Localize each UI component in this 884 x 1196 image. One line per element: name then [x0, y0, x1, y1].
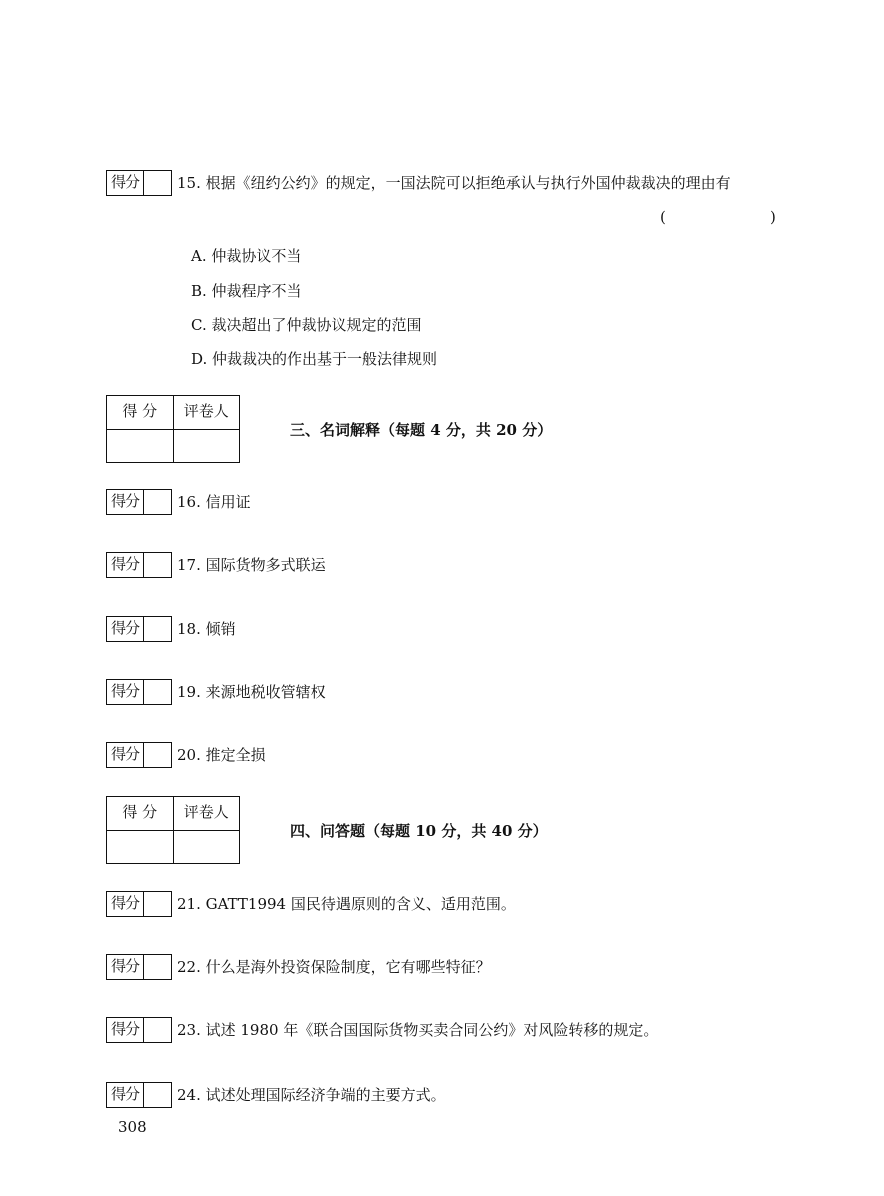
section-4-heading: 四、问答题（每题 10 分，共 40 分） [290, 822, 548, 840]
score-label: 得分 [107, 680, 144, 704]
question-15: 15. 根据《纽约公约》的规定，一国法院可以拒绝承认与执行外国仲裁裁决的理由有 [177, 174, 731, 192]
grader-table [106, 796, 240, 864]
score-blank [144, 1018, 171, 1042]
score-box [106, 1017, 172, 1043]
term-19: 19. 来源地税收管辖权 [177, 683, 326, 701]
term-20: 20. 推定全损 [177, 746, 266, 764]
grader-reviewer-blank [173, 831, 240, 863]
score-box [106, 616, 172, 642]
option-c: C. 裁决超出了仲裁协议规定的范围 [191, 316, 422, 334]
score-label: 得分 [107, 553, 144, 577]
score-label: 得分 [107, 617, 144, 641]
option-b: B. 仲裁程序不当 [191, 282, 302, 300]
score-blank [144, 617, 171, 641]
section-3-heading: 三、名词解释（每题 4 分，共 20 分） [290, 421, 553, 439]
score-blank [144, 955, 171, 979]
score-label: 得分 [107, 171, 144, 195]
score-label: 得分 [107, 892, 144, 916]
score-label: 得分 [107, 955, 144, 979]
score-box [106, 1082, 172, 1108]
grader-score-blank [107, 831, 173, 863]
term-16: 16. 信用证 [177, 493, 251, 511]
score-box [106, 891, 172, 917]
score-label: 得分 [107, 1083, 144, 1107]
grader-reviewer-blank [173, 430, 240, 462]
score-label: 得分 [107, 743, 144, 767]
score-blank [144, 490, 171, 514]
grader-table [106, 395, 240, 463]
answer-paren-open: ( [660, 208, 666, 226]
grader-score-blank [107, 430, 173, 462]
score-blank [144, 680, 171, 704]
score-box [106, 679, 172, 705]
option-d: D. 仲裁裁决的作出基于一般法律规则 [191, 350, 438, 368]
question-22: 22. 什么是海外投资保险制度，它有哪些特征？ [177, 958, 491, 976]
score-box [106, 170, 172, 196]
score-box [106, 552, 172, 578]
grader-reviewer-header: 评卷人 [173, 797, 240, 830]
score-label: 得分 [107, 490, 144, 514]
term-17: 17. 国际货物多式联运 [177, 556, 326, 574]
score-label: 得分 [107, 1018, 144, 1042]
grader-score-header: 得 分 [122, 402, 158, 420]
option-a: A. 仲裁协议不当 [191, 247, 302, 265]
score-box [106, 954, 172, 980]
grader-score-header: 得 分 [122, 803, 158, 821]
answer-paren-close: ) [770, 208, 776, 226]
score-box [106, 489, 172, 515]
score-blank [144, 892, 171, 916]
question-21: 21. GATT1994 国民待遇原则的含义、适用范围。 [177, 895, 516, 913]
page-number: 308 [118, 1118, 147, 1136]
score-blank [144, 1083, 171, 1107]
question-24: 24. 试述处理国际经济争端的主要方式。 [177, 1086, 446, 1104]
question-23: 23. 试述 1980 年《联合国国际货物买卖合同公约》对风险转移的规定。 [177, 1021, 659, 1039]
score-box [106, 742, 172, 768]
score-blank [144, 553, 171, 577]
grader-reviewer-header: 评卷人 [173, 396, 240, 429]
score-blank [144, 171, 171, 195]
score-blank [144, 743, 171, 767]
term-18: 18. 倾销 [177, 620, 236, 638]
